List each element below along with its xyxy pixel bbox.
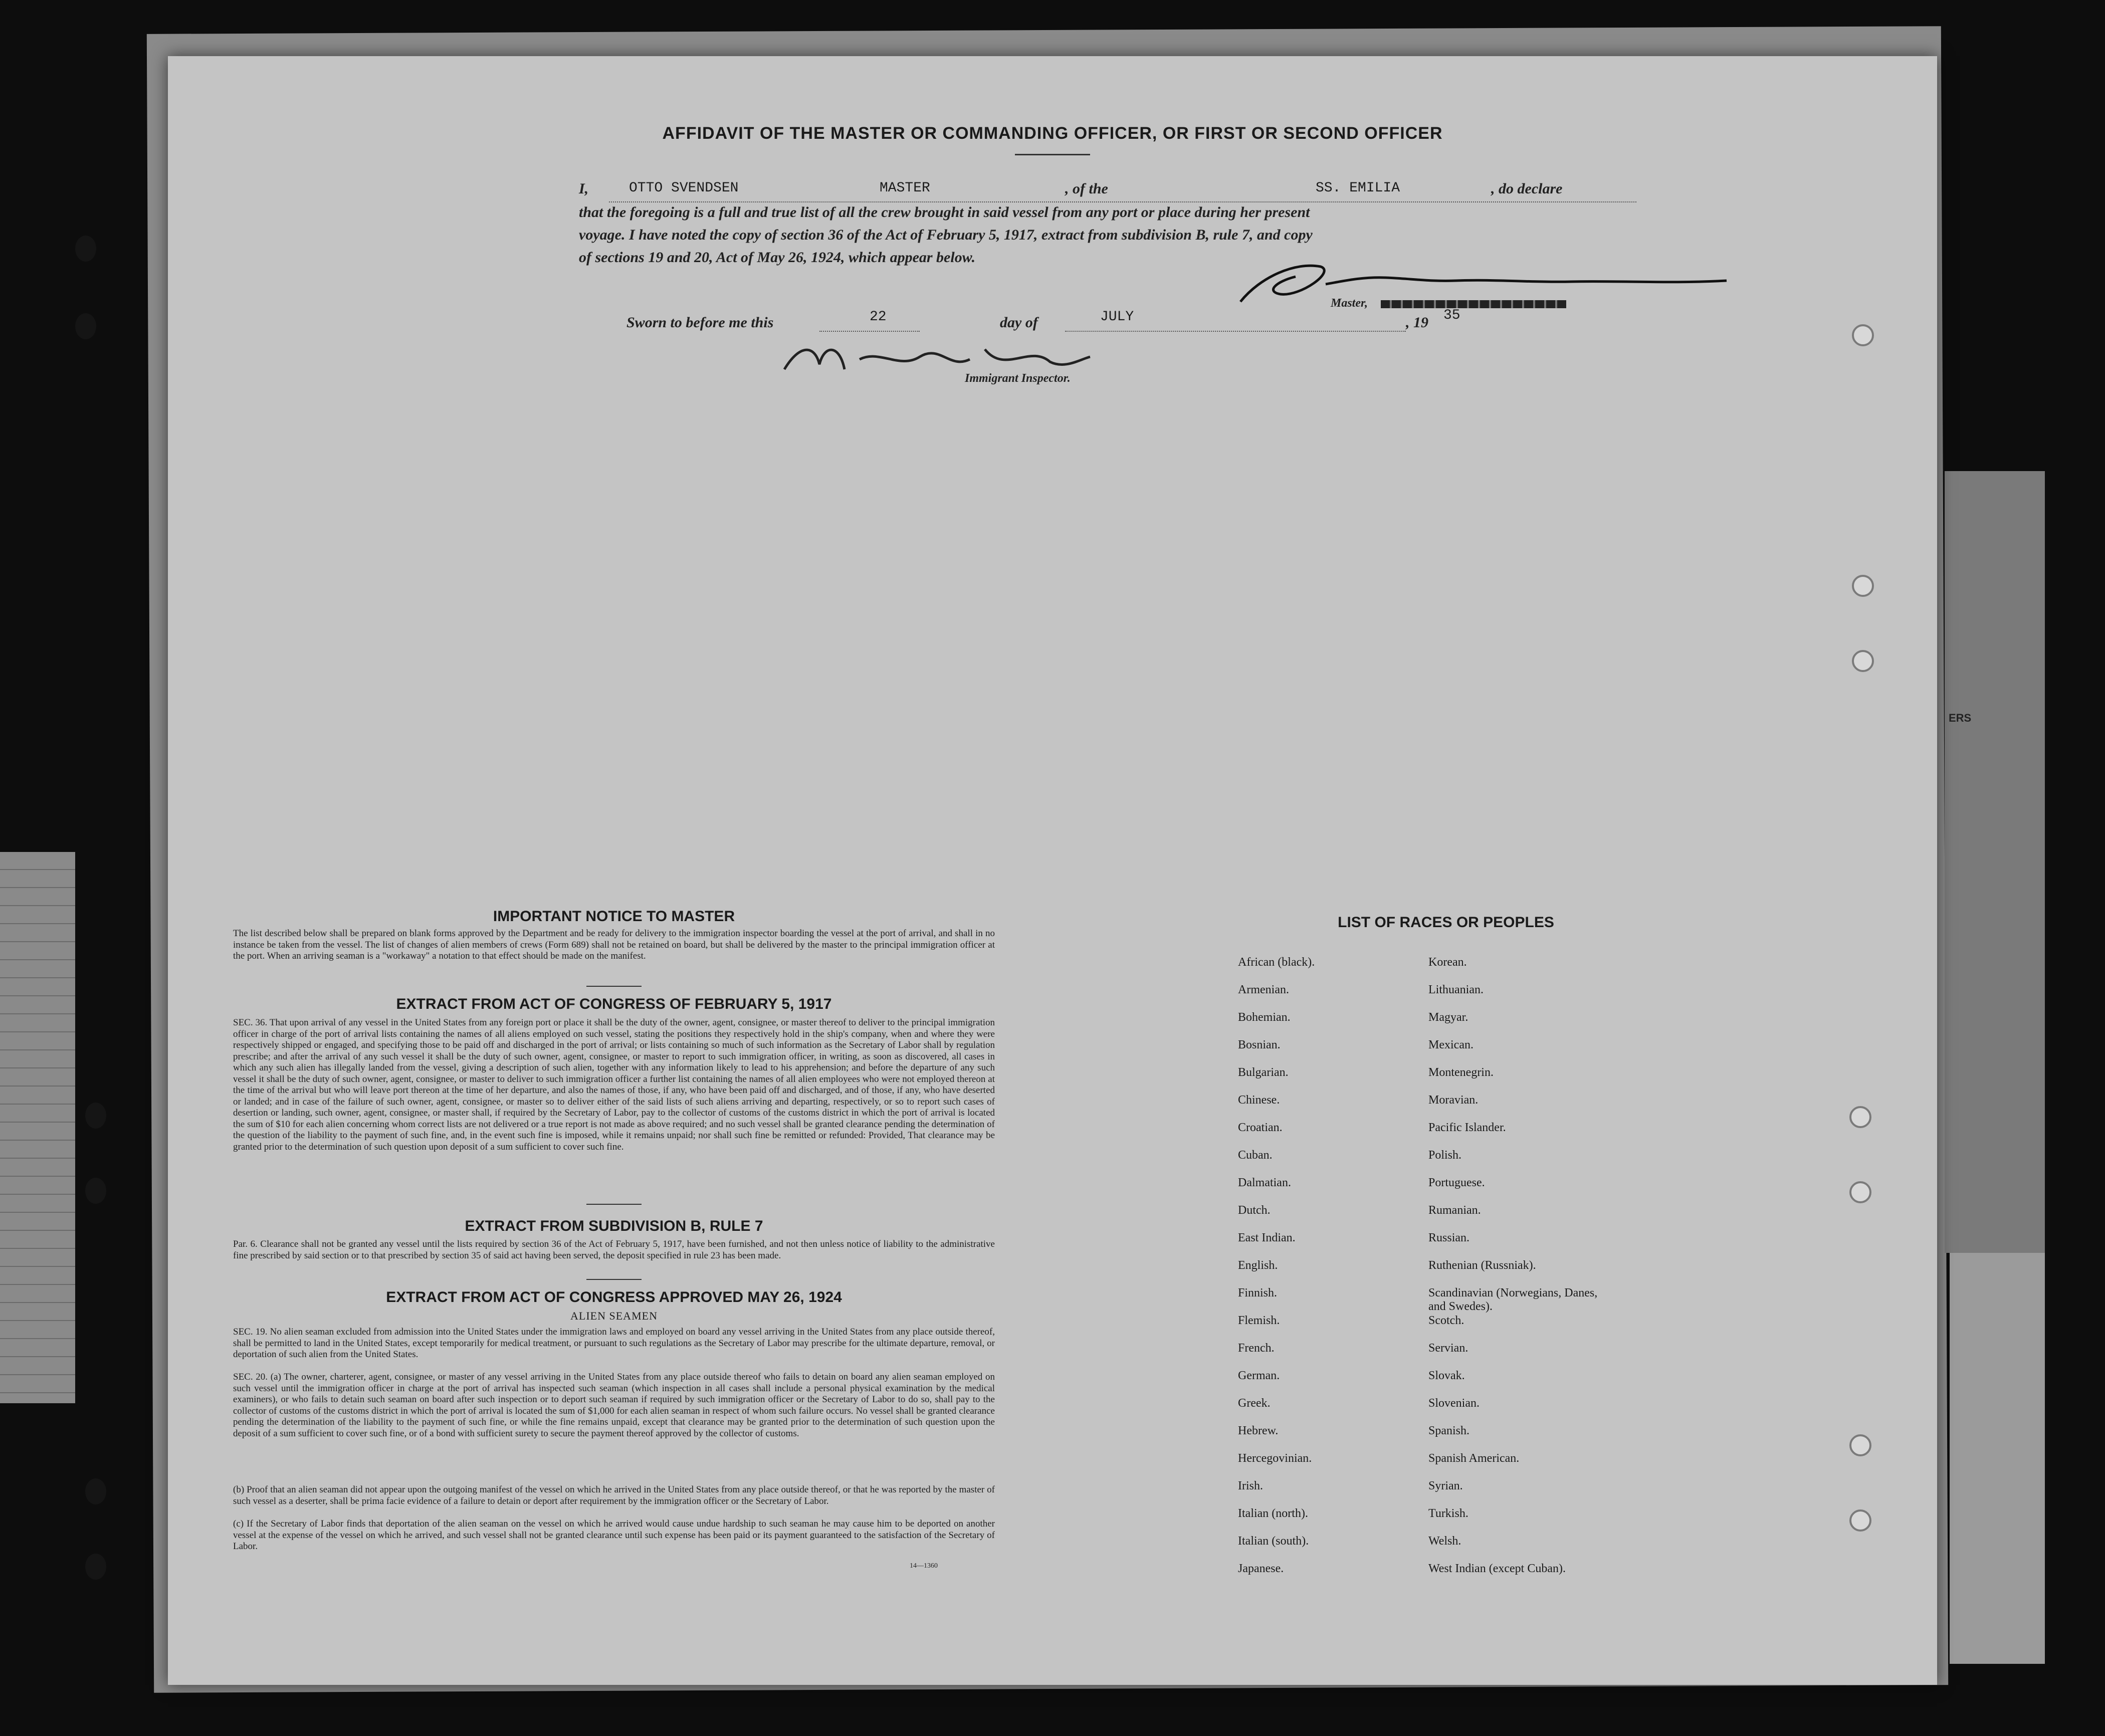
race-item: Ruthenian (Russniak). (1428, 1259, 1536, 1272)
race-item: Welsh. (1428, 1535, 1461, 1548)
race-item: Finnish. (1238, 1286, 1278, 1299)
notice-body: The list described below shall be prepared on blank forms approved by the Department and be ready for delivery to the immigration inspector boarding the vessel at the port of arrival, and shall in no instance be taken from the vessel. The list of changes of alien members of crews (Form 689) shall not be retained on board, but shall be delivered by the master to the principal immigration officer at the port. When an arriving seaman is a "workaway" a notation to that effect should be made on the manifest. (233, 928, 995, 961)
punch-hole (85, 1554, 106, 1580)
race-item: Mexican. (1428, 1038, 1474, 1051)
notice-rule (586, 986, 642, 987)
binder-ring (1852, 575, 1874, 597)
race-item: Spanish. (1428, 1424, 1470, 1437)
race-item: Lithuanian. (1428, 983, 1484, 996)
binder-ring (1852, 324, 1874, 346)
race-item: Dalmatian. (1238, 1176, 1291, 1189)
race-item: Hebrew. (1238, 1424, 1279, 1437)
month-dotline (1065, 331, 1406, 332)
race-item: Scandinavian (Norwegians, Danes, and Swedes). (1428, 1286, 1598, 1313)
race-item: Dutch. (1238, 1204, 1271, 1217)
race-item: Syrian. (1428, 1479, 1463, 1492)
binder-ring (1849, 1106, 1871, 1128)
notice-title: IMPORTANT NOTICE TO MASTER (493, 908, 735, 925)
binder-ring (1849, 1509, 1871, 1532)
affidavit-line-3: voyage. I have noted the copy of section 36 of the Act of February 5, 1917, extract from subdivision B, rule 7, and copy (579, 227, 1313, 243)
race-item: Japanese. (1238, 1562, 1284, 1575)
form-number: 14—1360 (910, 1562, 938, 1570)
race-item: Moravian. (1428, 1094, 1479, 1107)
year-prefix: , 19 (1406, 314, 1428, 331)
affidavit-intro: I, (579, 180, 589, 197)
master-label: Master, (1331, 297, 1368, 310)
race-item: Magyar. (1428, 1011, 1468, 1024)
rule7-rule (586, 1279, 642, 1280)
punch-hole (85, 1478, 106, 1504)
race-item: Bohemian. (1238, 1011, 1291, 1024)
race-item: Polish. (1428, 1149, 1462, 1162)
master-rank: MASTER (880, 180, 930, 196)
extract-1917-body: SEC. 36. That upon arrival of any vessel in the United States from any foreign port or place it shall be the duty of the owner, agent, consignee, or master thereof to deliver to the principal immigration officer in charge of the port of arrival lists containing the names of all aliens employed on such vessel, stating the positions they respectively hold in the ship's company, when and where they were respectively shipped or engaged, and specifying those to be paid off and discharged in the port of arrival; or lists containing so much of such information as the Secretary of Labor shall by regulation prescribe; and after the arrival of any such vessel it shall be the duty of such owner, agent, consignee, or master to report to such immigration officer, in writing, as soon as discovered, all cases in which any such alien has illegally landed from the vessel, giving a description of such alien, together with any information likely to lead to his apprehension; and before the departure of any such vessel it shall be the duty of such owner, agent, consignee, or master to deliver to such immigration officer a further list containing the names of all alien employees who were not employed thereon at the time of the arrival but who will leave port thereon at the time of her departure, and also the names of those, if any, who have been paid off and discharged, and of those, if any, who have deserted or landed; and in case of the failure of such owner, agent, consignee, or master so to deliver either of the said lists of such aliens arriving and departing, respectively, or so to report such cases of desertion or landing, such owner, agent, consignee, or master shall, if required by the Secretary of Labor, pay to the collector of customs of the customs district in which the port of arrival is located the sum of $10 for each alien concerning whom correct lists are not delivered or a true report is not made as above required; and no such vessel shall be granted clearance pending the determination of the question of the liability to the payment of such fine, and, in the event such fine is imposed, while it remains unpaid; nor shall such fine be remitted or refunded: Provided, That clearance may be granted prior to the determination of such question upon deposit of a sum sufficient to cover such fine. (233, 1017, 995, 1152)
binder-ring (1852, 650, 1874, 672)
punch-hole (85, 1178, 106, 1204)
sec-20c-body: (c) If the Secretary of Labor finds that deportation of the alien seaman on the vessel on which he arrived would cause undue hardship to such seaman he may cause him to be deported on another vessel at the expense of the vessel on which he arrived, and such vessel shall not be granted clearance until such expense has been paid or its payment guaranteed to the satisfaction of the Secretary of Labor. (233, 1518, 995, 1552)
extract-1924-subtitle: ALIEN SEAMEN (570, 1310, 658, 1322)
race-item: Bosnian. (1238, 1038, 1281, 1051)
of-the-label: , of the (1065, 180, 1108, 197)
race-item: English. (1238, 1259, 1278, 1272)
race-item: Russian. (1428, 1231, 1470, 1244)
extract-1917-title: EXTRACT FROM ACT OF CONGRESS OF FEBRUARY 5, 1917 (396, 996, 832, 1012)
race-item: East Indian. (1238, 1231, 1296, 1244)
race-item: Armenian. (1238, 983, 1289, 996)
name-dotline (609, 201, 1225, 202)
sworn-month: JULY (1100, 309, 1134, 325)
race-item: Rumanian. (1428, 1204, 1481, 1217)
race-item: Croatian. (1238, 1121, 1283, 1134)
sworn-year: 35 (1443, 308, 1460, 323)
inspector-label: Immigrant Inspector. (965, 372, 1071, 385)
vessel-name: SS. EMILIA (1316, 180, 1400, 196)
rule7-title: EXTRACT FROM SUBDIVISION B, RULE 7 (465, 1218, 763, 1234)
races-right-column (1428, 956, 1639, 1590)
title-rule (1015, 154, 1090, 155)
races-title: LIST OF RACES OR PEOPLES (1338, 914, 1554, 931)
sec-20-body: SEC. 20. (a) The owner, charterer, agent, consignee, or master of any vessel arriving in the United States from any place outside thereof who fails to detain on board any alien seaman employed on such vessel until the immigration officer in charge at the port of arrival has inspected such seaman (which inspection in all cases shall include a personal physical examination by the medical examiners), or who fails to detain such seaman on board after such inspection or to deport such seaman if required by such immigration officer or the Secretary of Labor to do so, shall pay to the collector of customs of the customs district in which the port of arrival is located the sum of $1,000 for each alien seaman in respect of whom such failure occurs. No vessel shall be granted clearance pending the determination of the liability to the payment of such fine, or while the fine remains unpaid, except that clearance may be granted prior to the determination of such question upon the deposit of a sum sufficient to cover such fine, or of a bond with sufficient surety to secure the payment thereof approved by the collector of customs. (233, 1372, 995, 1439)
race-item: Pacific Islander. (1428, 1121, 1506, 1134)
punch-hole (75, 236, 96, 262)
race-item: Hercegovinian. (1238, 1452, 1312, 1465)
race-item: Turkish. (1428, 1507, 1468, 1520)
rule7-body: Par. 6. Clearance shall not be granted any vessel until the lists required by section 36 of the Act of February 5, 1917, have been furnished, and not then unless notice of liability to the administrative fine prescribed by said section or to that prescribed by section 35 of said act having been served, the deposit specified in rule 23 has been made. (233, 1239, 995, 1261)
race-item: Slovenian. (1428, 1397, 1480, 1410)
affidavit-line-2: that the foregoing is a full and true list of all the crew brought in said vessel from any port or place during her present (579, 204, 1310, 221)
race-item: German. (1238, 1369, 1280, 1382)
binder-ring (1849, 1434, 1871, 1456)
race-item: African (black). (1238, 956, 1315, 969)
race-item: Italian (south). (1238, 1535, 1309, 1548)
affidavit-title: AFFIDAVIT OF THE MASTER OR COMMANDING OFFICER, OR FIRST OR SECOND OFFICER (662, 124, 1443, 143)
race-item: Irish. (1238, 1479, 1263, 1492)
binder-strip (1945, 471, 2045, 1253)
extract-1924-title: EXTRACT FROM ACT OF CONGRESS APPROVED MAY 26, 1924 (386, 1289, 842, 1306)
extract-1917-rule (586, 1204, 642, 1205)
sworn-day: 22 (870, 309, 887, 325)
race-item: Italian (north). (1238, 1507, 1308, 1520)
sec-19-body: SEC. 19. No alien seaman excluded from admission into the United States under the immigration laws and employed on board any vessel arriving in the United States from any place outside thereof, shall be permitted to land in the United States, except temporarily for medical treatment, or pursuant to such regulations as the Secretary of Labor may prescribe for the ultimate departure, removal, or deportation of such alien from the United States. (233, 1327, 995, 1360)
race-item: Greek. (1238, 1397, 1271, 1410)
punch-hole (85, 1103, 106, 1129)
margin-tab-label: ERS (1949, 712, 1972, 724)
race-item: Korean. (1428, 956, 1467, 969)
race-item: French. (1238, 1342, 1275, 1355)
struck-title (1381, 300, 1566, 308)
sworn-label: Sworn to before me this (626, 314, 774, 331)
punch-hole (75, 313, 96, 339)
race-item: Cuban. (1238, 1149, 1273, 1162)
race-item: Chinese. (1238, 1094, 1280, 1107)
document-page (168, 56, 1937, 1685)
affidavit-line-4: of sections 19 and 20, Act of May 26, 1924, which appear below. (579, 249, 976, 266)
race-item: Bulgarian. (1238, 1066, 1289, 1079)
race-item: Montenegrin. (1428, 1066, 1494, 1079)
binder-strip-lower (1950, 1253, 2045, 1664)
ruled-margin (0, 852, 75, 1403)
race-item: Servian. (1428, 1342, 1468, 1355)
race-item: Slovak. (1428, 1369, 1465, 1382)
race-item: Portuguese. (1428, 1176, 1485, 1189)
binder-ring (1849, 1181, 1871, 1203)
race-item: Scotch. (1428, 1314, 1464, 1327)
day-of-label: day of (1000, 314, 1038, 331)
race-item: Flemish. (1238, 1314, 1280, 1327)
races-left-column (1238, 956, 1418, 1590)
race-item: Spanish American. (1428, 1452, 1520, 1465)
do-declare-label: , do declare (1491, 180, 1563, 197)
master-name: OTTO SVENDSEN (629, 180, 739, 196)
vessel-dotline (1150, 201, 1636, 202)
sec-20b-body: (b) Proof that an alien seaman did not appear upon the outgoing manifest of the vessel on which he arrived in the United States from any place outside thereof, or that he was reported by the master of such vessel as a deserter, shall be prima facie evidence of a failure to detain or deport after requirement by the immigration officer or the Secretary of Labor. (233, 1484, 995, 1506)
race-item: West Indian (except Cuban). (1428, 1562, 1566, 1575)
